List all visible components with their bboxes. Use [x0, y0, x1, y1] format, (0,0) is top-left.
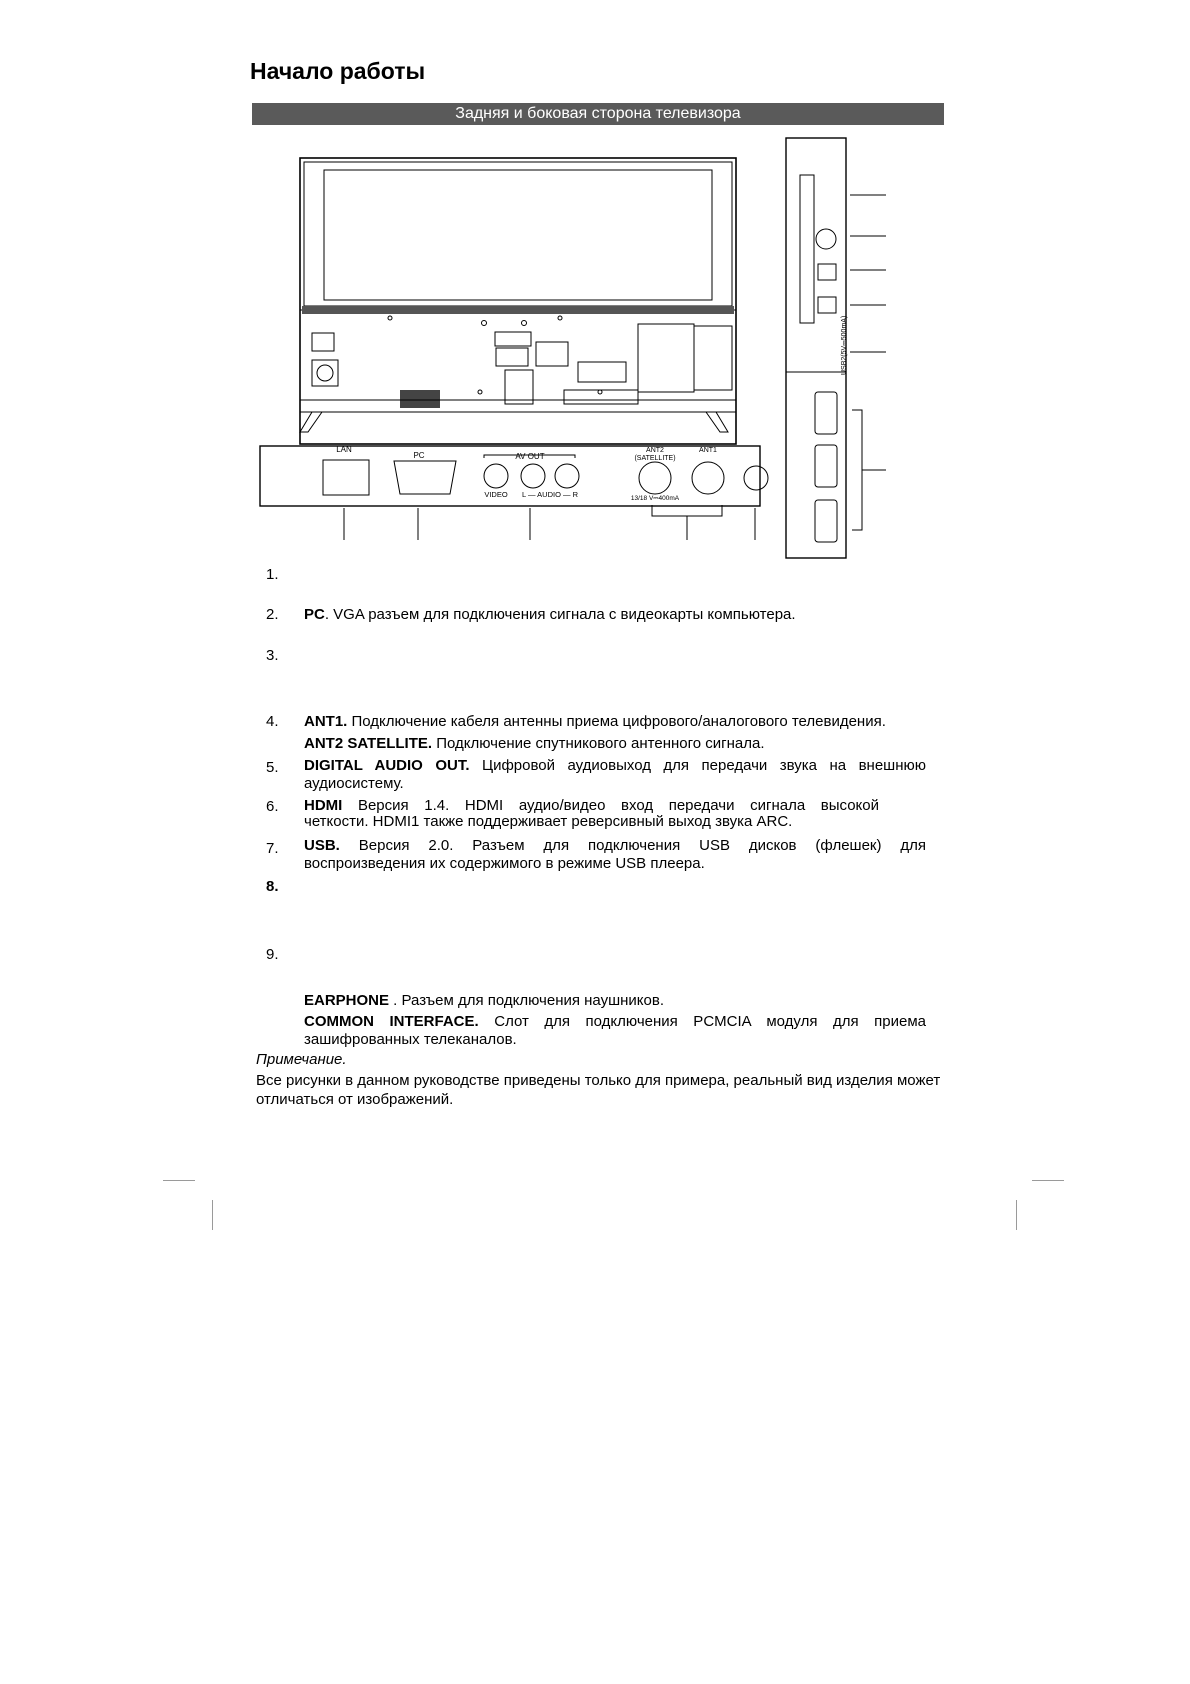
item-number: 6.	[266, 798, 279, 815]
ant1-label: ANT1	[699, 447, 717, 454]
item-usb	[304, 837, 926, 855]
note-text: Все рисунки в данном руководстве приведены только для примера, реальный вид изделия может отличаться от изображений.	[256, 1072, 941, 1108]
item-earphone	[304, 992, 926, 1010]
note-title: Примечание.	[256, 1051, 347, 1068]
crop-mark	[212, 1200, 213, 1230]
item-number: 2.	[266, 606, 279, 623]
item-bold: COMMON INTERFACE.	[304, 1013, 479, 1030]
page-title: Начало работы	[250, 58, 426, 84]
item-text: Версия 1.4. HDMI аудио/видео вход передачи сигнала высокой	[342, 797, 879, 814]
lan-label: LAN	[336, 445, 352, 454]
section-banner: Задняя и боковая сторона телевизора	[252, 103, 944, 125]
side-connector-panel	[786, 138, 886, 558]
crop-mark	[1016, 1200, 1017, 1230]
item-bold: ANT1.	[304, 713, 348, 730]
item-text: Версия 2.0. Разъем для подключения USB дисков (флешек) для	[339, 837, 927, 854]
item-number: 9.	[266, 946, 279, 963]
item-bold: PC	[304, 606, 325, 623]
bottom-connector-panel	[260, 446, 768, 540]
sat-power-label: 13/18 V⎓400mA	[630, 495, 680, 502]
item-common-interface	[304, 1013, 926, 1031]
item-text-cont: четкости. HDMI1 также поддерживает реверсивный выход звука ARC.	[304, 813, 793, 830]
item-ant1	[304, 713, 926, 731]
satellite-label: (SATELLITE)	[634, 455, 676, 462]
item-number: 5.	[266, 759, 279, 776]
item-text: Цифровой аудиовыход для передачи звука на внешнюю	[469, 757, 927, 774]
item-number: 3.	[266, 647, 279, 664]
item-text-cont: аудиосистему.	[304, 775, 404, 792]
item-text: Подключение кабеля антенны приема цифрового/аналогового телевидения.	[347, 713, 886, 730]
item-number: 4.	[266, 713, 279, 730]
item-bold: ANT2 SATELLITE.	[304, 735, 433, 752]
item-text: Слот для подключения PCMCIA модуля для приема	[478, 1013, 926, 1030]
video-label: VIDEO	[484, 490, 508, 499]
crop-mark	[163, 1180, 195, 1181]
item-text: Подключение спутникового антенного сигнала.	[432, 735, 765, 752]
item-text-cont: зашифрованных телеканалов.	[304, 1031, 517, 1048]
item-bold: HDMI	[304, 797, 343, 814]
usb2-label: USB2(5V⎓500mA)	[841, 315, 848, 375]
audio-lr-label: L — AUDIO — R	[522, 490, 578, 499]
item-bold: EARPHONE	[304, 992, 390, 1009]
item-ant2	[304, 735, 926, 753]
tv-back-view	[300, 158, 736, 444]
item-text: . VGA разъем для подключения сигнала с видеокарты компьютера.	[324, 606, 796, 623]
item-number: 1.	[266, 566, 279, 583]
av-out-label: AV OUT	[515, 452, 545, 461]
tv-rear-side-diagram	[250, 130, 950, 570]
ant2-label: ANT2	[646, 447, 664, 454]
crop-mark	[1032, 1180, 1064, 1181]
item-text: . Разъем для подключения наушников.	[389, 992, 665, 1009]
item-bold: DIGITAL AUDIO OUT.	[304, 757, 470, 774]
item-digital-audio	[304, 757, 926, 775]
pc-label: PC	[413, 451, 425, 460]
item-pc	[304, 606, 926, 624]
item-number: 7.	[266, 840, 279, 857]
item-text-cont: воспроизведения их содержимого в режиме USB плеера.	[304, 855, 705, 872]
item-number: 8.	[266, 878, 279, 895]
item-bold: USB.	[304, 837, 340, 854]
